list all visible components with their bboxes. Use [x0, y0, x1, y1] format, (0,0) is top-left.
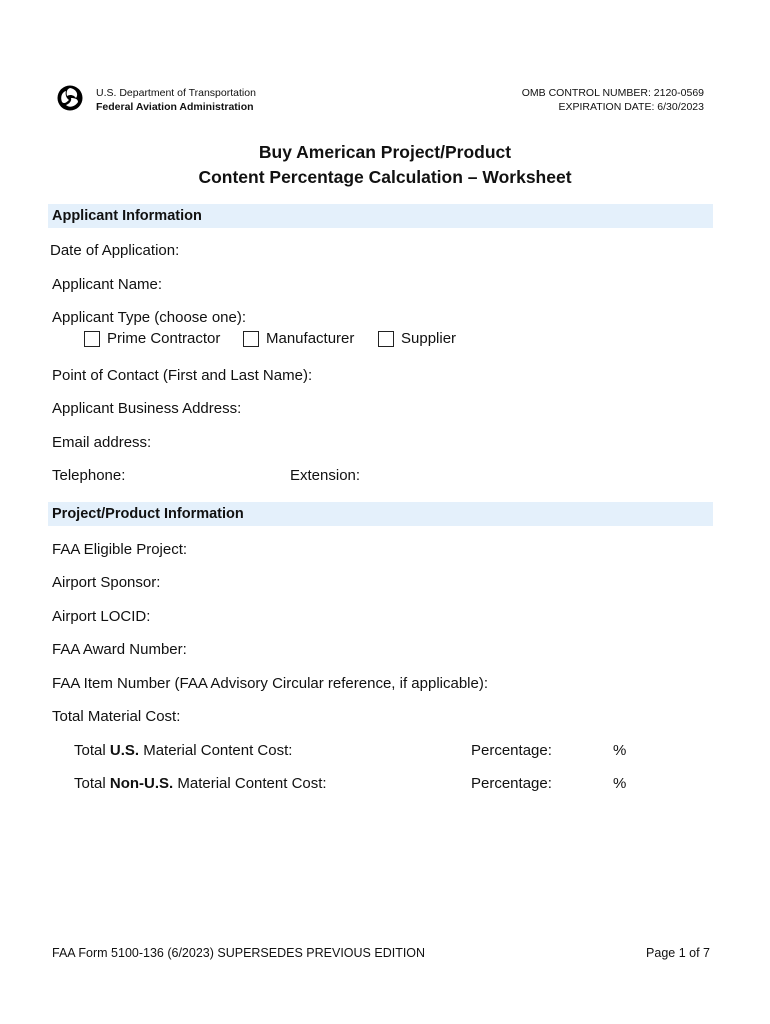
us-percentage-label: Percentage: [471, 742, 552, 759]
us-material-cost-label [74, 742, 292, 760]
non-us-cost-suffix: Material Content Cost: [173, 775, 327, 792]
omb-control-number: OMB CONTROL NUMBER: 2120-0569 [521, 87, 704, 99]
non-us-percent-sign: % [613, 775, 627, 792]
us-cost-prefix: Total [74, 742, 110, 759]
non-us-percentage-label: Percentage: [471, 775, 552, 792]
prime-contractor-checkbox[interactable] [84, 331, 100, 347]
project-section-title: Project/Product Information [52, 506, 244, 522]
us-cost-suffix: Material Content Cost: [139, 742, 293, 759]
email-address-label: Email address: [52, 434, 152, 451]
option-prime-contractor[interactable] [84, 330, 220, 348]
extension-label: Extension: [290, 467, 361, 484]
manufacturer-label: Manufacturer [266, 330, 355, 347]
form-id-footer: FAA Form 5100-136 (6/2023) SUPERSEDES PREVIOUS EDITION [52, 946, 426, 960]
us-percent-sign: % [613, 742, 627, 759]
date-of-application-label: Date of Application: [50, 242, 180, 259]
non-us-cost-prefix: Total [74, 775, 110, 792]
supplier-checkbox[interactable] [378, 331, 394, 347]
airport-sponsor-label: Airport Sponsor: [52, 574, 161, 591]
airport-locid-label: Airport LOCID: [52, 608, 151, 625]
telephone-label: Telephone: [52, 467, 126, 484]
applicant-type-label: Applicant Type (choose one): [52, 309, 247, 326]
manufacturer-checkbox[interactable] [243, 331, 259, 347]
faa-eligible-project-label: FAA Eligible Project: [52, 541, 188, 558]
title-line-2: Content Percentage Calculation – Worksheet [198, 167, 572, 187]
form-title [0, 140, 770, 190]
dot-logo-icon [57, 85, 83, 111]
prime-contractor-label: Prime Contractor [107, 330, 221, 347]
us-cost-emphasis: U.S. [109, 742, 140, 759]
applicant-name-label: Applicant Name: [52, 276, 163, 293]
expiration-date: EXPIRATION DATE: 6/30/2023 [558, 101, 704, 113]
agency-administration: Federal Aviation Administration [96, 101, 254, 113]
option-supplier[interactable] [378, 330, 456, 348]
supplier-label: Supplier [401, 330, 457, 347]
title-line-1: Buy American Project/Product [258, 142, 512, 162]
point-of-contact-label: Point of Contact (First and Last Name): [52, 367, 313, 384]
option-manufacturer[interactable] [243, 330, 354, 348]
business-address-label: Applicant Business Address: [52, 400, 242, 417]
applicant-section-title: Applicant Information [52, 208, 202, 224]
project-section-header [48, 502, 713, 526]
agency-block [96, 86, 256, 114]
non-us-material-cost-label [74, 775, 327, 793]
total-material-cost-label: Total Material Cost: [52, 708, 181, 725]
page-number: Page 1 of 7 [646, 946, 710, 960]
agency-department: U.S. Department of Transportation [96, 87, 256, 99]
applicant-section-header [48, 204, 713, 228]
non-us-cost-emphasis: Non-U.S. [109, 775, 174, 792]
faa-award-number-label: FAA Award Number: [52, 641, 187, 658]
omb-block [522, 86, 704, 114]
faa-item-number-label: FAA Item Number (FAA Advisory Circular reference, if applicable): [52, 675, 489, 692]
